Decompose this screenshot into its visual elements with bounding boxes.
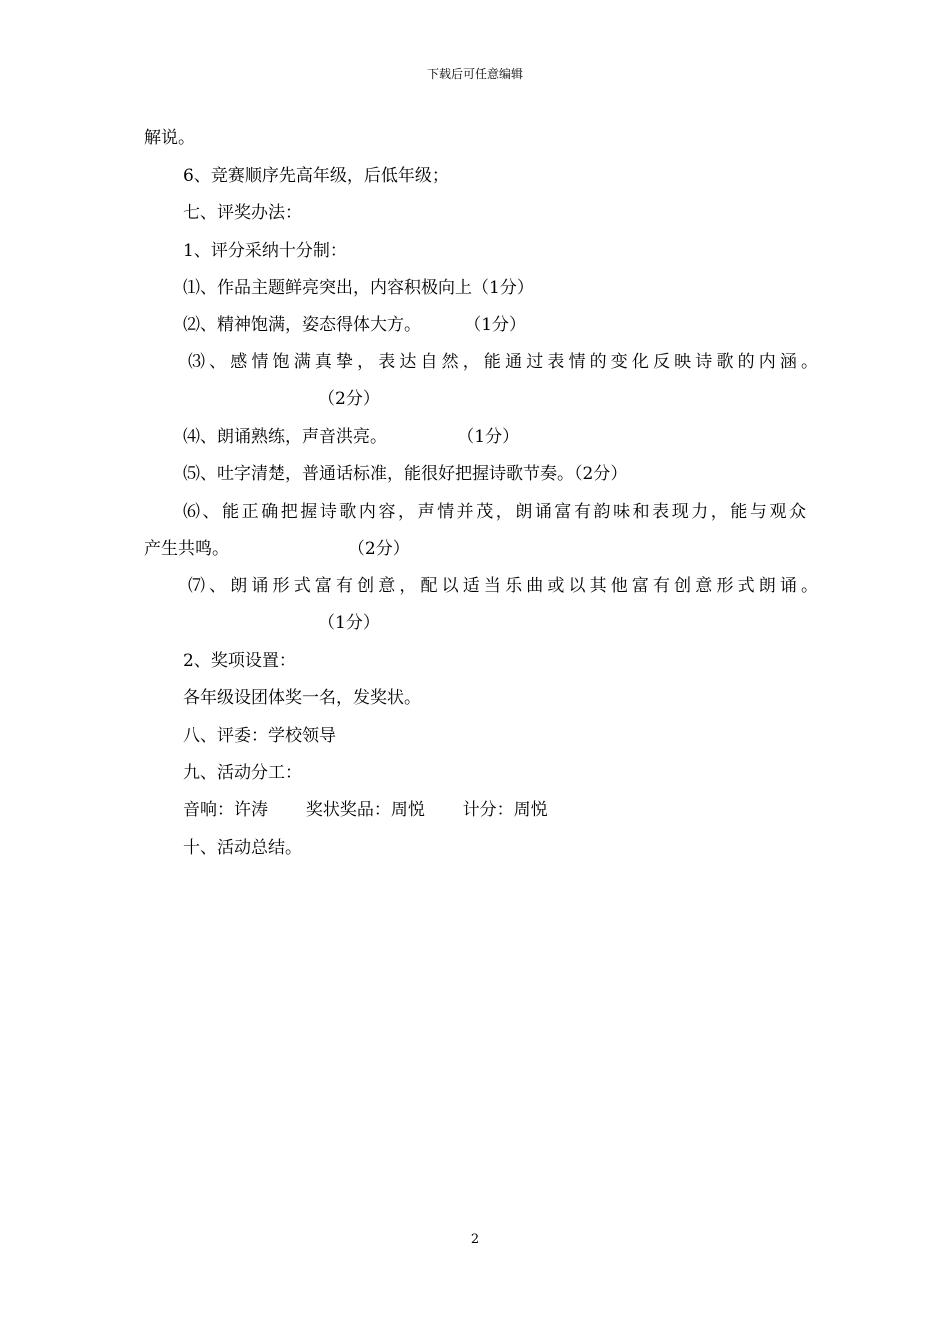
text-line: ⑶、感情饱满真挚，表达自然，能通过表情的变化反映诗歌的内涵。 — [188, 352, 818, 372]
text-line: 1、评分采纳十分制： — [183, 241, 347, 261]
text-line: 6、竞赛顺序先高年级，后低年级； — [183, 166, 449, 186]
text-line: （2分） — [318, 389, 380, 409]
page-header: 下载后可任意编辑 — [426, 67, 523, 81]
text-line: ⑵、精神饱满，姿态得体大方。 （1分） — [183, 315, 527, 335]
text-line: ⑹、能正确把握诗歌内容，声情并茂，朗诵富有韵味和表现力，能与观众 — [183, 502, 806, 522]
section-heading: 十、活动总结。 — [183, 838, 302, 858]
text-line: 产生共鸣。 （2分） — [144, 539, 410, 559]
text-line: 2、奖项设置： — [183, 651, 296, 671]
section-heading: 八、评委：学校领导 — [183, 726, 336, 746]
text-line: ⑴、作品主题鲜亮突出，内容积极向上（1分） — [183, 278, 534, 298]
text-line: 各年级设团体奖一名，发奖状。 — [183, 688, 421, 708]
text-line: ⑺、朗诵形式富有创意，配以适当乐曲或以其他富有创意形式朗诵。 — [188, 576, 818, 596]
text-line: （1分） — [318, 613, 380, 633]
text-line: ⑷、朗诵熟练，声音洪亮。 （1分） — [183, 427, 520, 447]
text-line: 解说。 — [144, 128, 195, 148]
page-number: 2 — [470, 1232, 480, 1247]
text-line: ⑸、吐字清楚，普通话标准，能很好把握诗歌节奏。（2分） — [183, 464, 628, 484]
section-heading: 七、评奖办法： — [183, 203, 302, 223]
text-line: 音响：许涛 奖状奖品：周悦 计分：周悦 — [183, 800, 548, 820]
section-heading: 九、活动分工： — [183, 763, 302, 783]
